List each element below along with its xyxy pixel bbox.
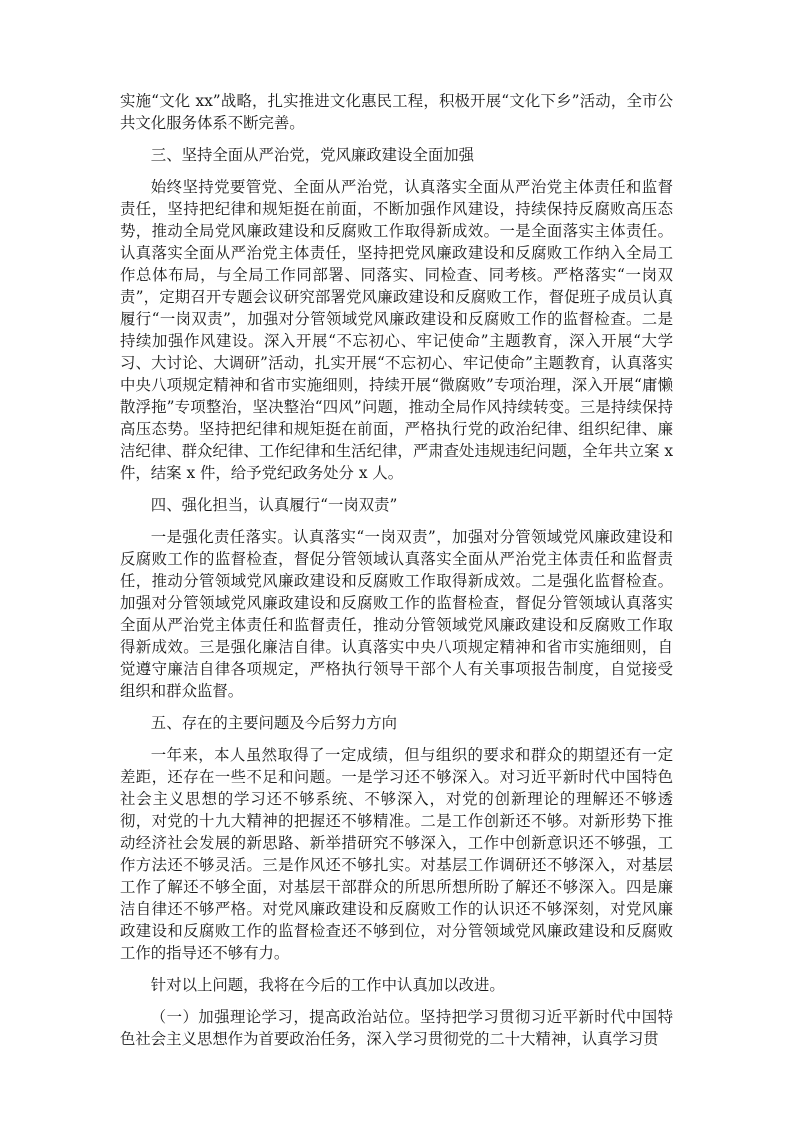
document-page [120, 90, 673, 1060]
section-heading-3: 三、坚持全面从严治党，党风廉政建设全面加强 [150, 146, 475, 164]
paragraph-improvement-intro: 针对以上问题，我将在今后的工作中认真加以改进。 [150, 976, 505, 994]
paragraph-responsibility: 一是强化责任落实。认真落实“一岗双责”，加强对分管领域党风廉政建设和反腐败工作的监督检查，督促分管领域认真落实全面从严治党主体责任和监督责任，推动分管领域党风廉政建设和反腐败工作取得新成效。二是强化监督检查。加强对分管领域党风廉政建设和反腐败工作的监督检查，督促分管领域认真落实全面从严治党主体责任和监督责任，推动分管领域党风廉政建设和反腐败工作取得新成效。三是强化廉洁自律。认真落实中央八项规定精神和省市实施细则，自觉遵守廉洁自律各项规定，严格执行领导干部个人有关事项报告制度，自觉接受组织和群众监督。 [120, 528, 673, 700]
paragraph-party-governance: 始终坚持党要管党、全面从严治党，认真落实全面从严治党主体责任和监督责任，坚持把纪律和规矩挺在前面，不断加强作风建设，持续保持反腐败高压态势，推动全局党风廉政建设和反腐败工作取得新成效。一是全面落实主体责任。认真落实全面从严治党主体责任，坚持把党风廉政建设和反腐败工作纳入全局工作总体布局，与全局工作同部署、同落实、同检查、同考核。严格落实“一岗双责”，定期召开专题会议研究部署党风廉政建设和反腐败工作，督促班子成员认真履行“一岗双责”，加强对分管领域党风廉政建设和反腐败工作的监督检查。二是持续加强作风建设。深入开展“不忘初心、牢记使命”主题教育，深入开展“大学习、大讨论、大调研”活动，扎实开展“不忘初心、牢记使命”主题教育，认真落实中央八项规定精神和省市实施细则，持续开展“微腐败”专项治理，深入开展“庸懒散浮拖”专项整治，坚决整治“四风”问题，推动全局作风持续转变。三是持续保持高压态势。坚持把纪律和规矩挺在前面，严格执行党的政治纪律、组织纪律、廉洁纪律、群众纪律、工作纪律和生活纪律，严肃查处违规违纪问题，全年共立案 x 件，结案 x 件，给予党纪政务处分 x 人。 [120, 178, 673, 482]
paragraph-continuation: 实施“文化 xx”战略，扎实推进文化惠民工程，积极开展“文化下乡”活动，全市公共文化服务体系不断完善。 [120, 92, 673, 132]
paragraph-problems: 一年来，本人虽然取得了一定成绩，但与组织的要求和群众的期望还有一定差距，还存在一些不足和问题。一是学习还不够深入。对习近平新时代中国特色社会主义思想的学习还不够系统、不够深入，对党的创新理论的理解还不够透彻，对党的十九大精神的把握还不够精准。二是工作创新还不够。对新形势下推动经济社会发展的新思路、新举措研究不够深入，工作中创新意识还不够强，工作方法还不够灵活。三是作风还不够扎实。对基层工作调研还不够深入，对基层工作了解还不够全面，对基层干部群众的所思所想所盼了解还不够深入。四是廉洁自律还不够严格。对党风廉政建设和反腐败工作的认识还不够深刻，对党风廉政建设和反腐败工作的监督检查还不够到位，对分管领域党风廉政建设和反腐败工作的指导还不够有力。 [120, 746, 673, 962]
section-heading-4: 四、强化担当，认真履行“一岗双责” [150, 496, 398, 514]
section-heading-5: 五、存在的主要问题及今后努力方向 [150, 714, 398, 732]
paragraph-theory-study: （一）加强理论学习，提高政治站位。坚持把学习贯彻习近平新时代中国特色社会主义思想作为首要政治任务，深入学习贯彻党的二十大精神，认真学习贯 [120, 1008, 673, 1048]
